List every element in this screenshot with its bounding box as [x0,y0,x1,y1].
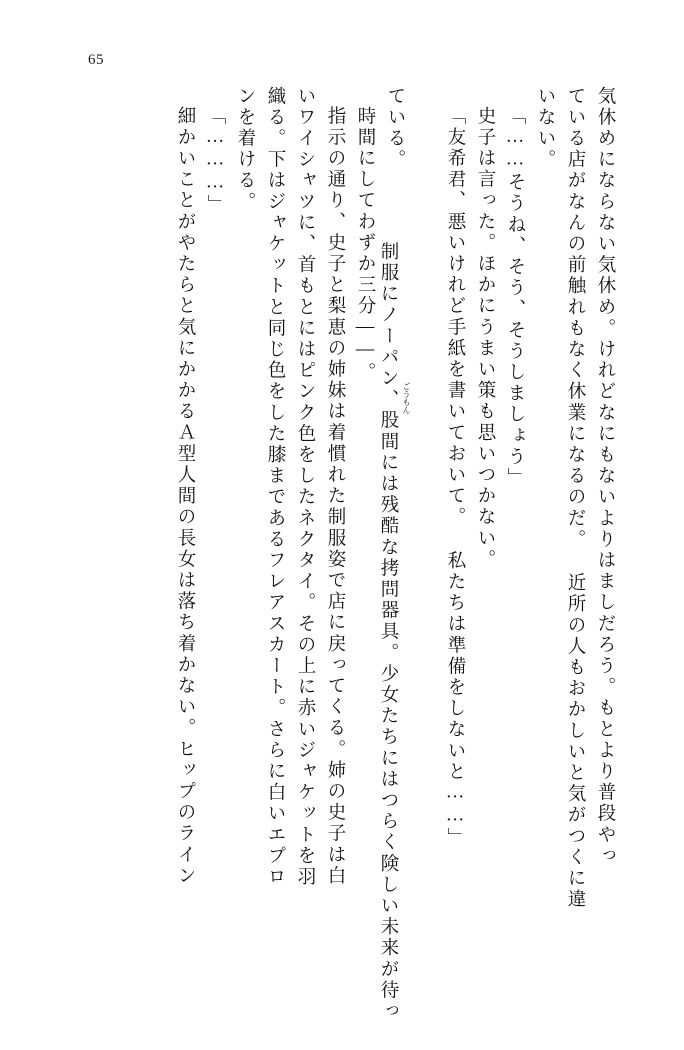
text-column: 「………」 [205,106,225,216]
text-column: 時間にしてわずか三分――。 [355,106,375,384]
text-column: 細かいことがやたらと気にかかるＡ型人間の長女は落ち着かない。ヒップのライン [175,106,195,887]
text-column: ている店がなんの前触れもなく休業になるのだ。 近所の人もおかしいと気がつくに違 [565,86,585,911]
vertical-text-block [54,86,615,1023]
text-column: 織る。下はジャケットと同じ色をした膝まであるフレアスカート。さらに白いエプロ [265,86,285,888]
ruby-reading: ごうもん [402,382,411,414]
text-column: 気休めにならない気休め。けれどなにもないよりはましだろう。もとより普段やっ [595,86,615,867]
text-column: ンを着ける。 [235,86,255,213]
text-column-body: 制服にノーパン、股間には残酷な拷問器具。少女たちにはつらく険しい未来が待っ [378,241,398,1023]
text-column: 史子は言った。ほかにうまい策も思いつかない。 [475,106,495,571]
text-column: いない。 [535,86,555,171]
page-number: 65 [88,52,104,68]
text-column: 指示の通り、史子と梨恵の姉妹は着慣れた制服姿で店に戻ってくる。姉の史子は白 [325,106,345,887]
text-column: ている。 [385,86,405,171]
text-column: いワイシャツに、首もとにはピンク色をしたネクタイ。その上に赤いジャケットを羽 [295,86,315,888]
text-column: 「……そうね、そう、そうしましょう」 [505,106,525,489]
text-column: 「友希君、悪いけれど手紙を書いておいて。 私たちは準備をしないと……」 [445,106,465,849]
